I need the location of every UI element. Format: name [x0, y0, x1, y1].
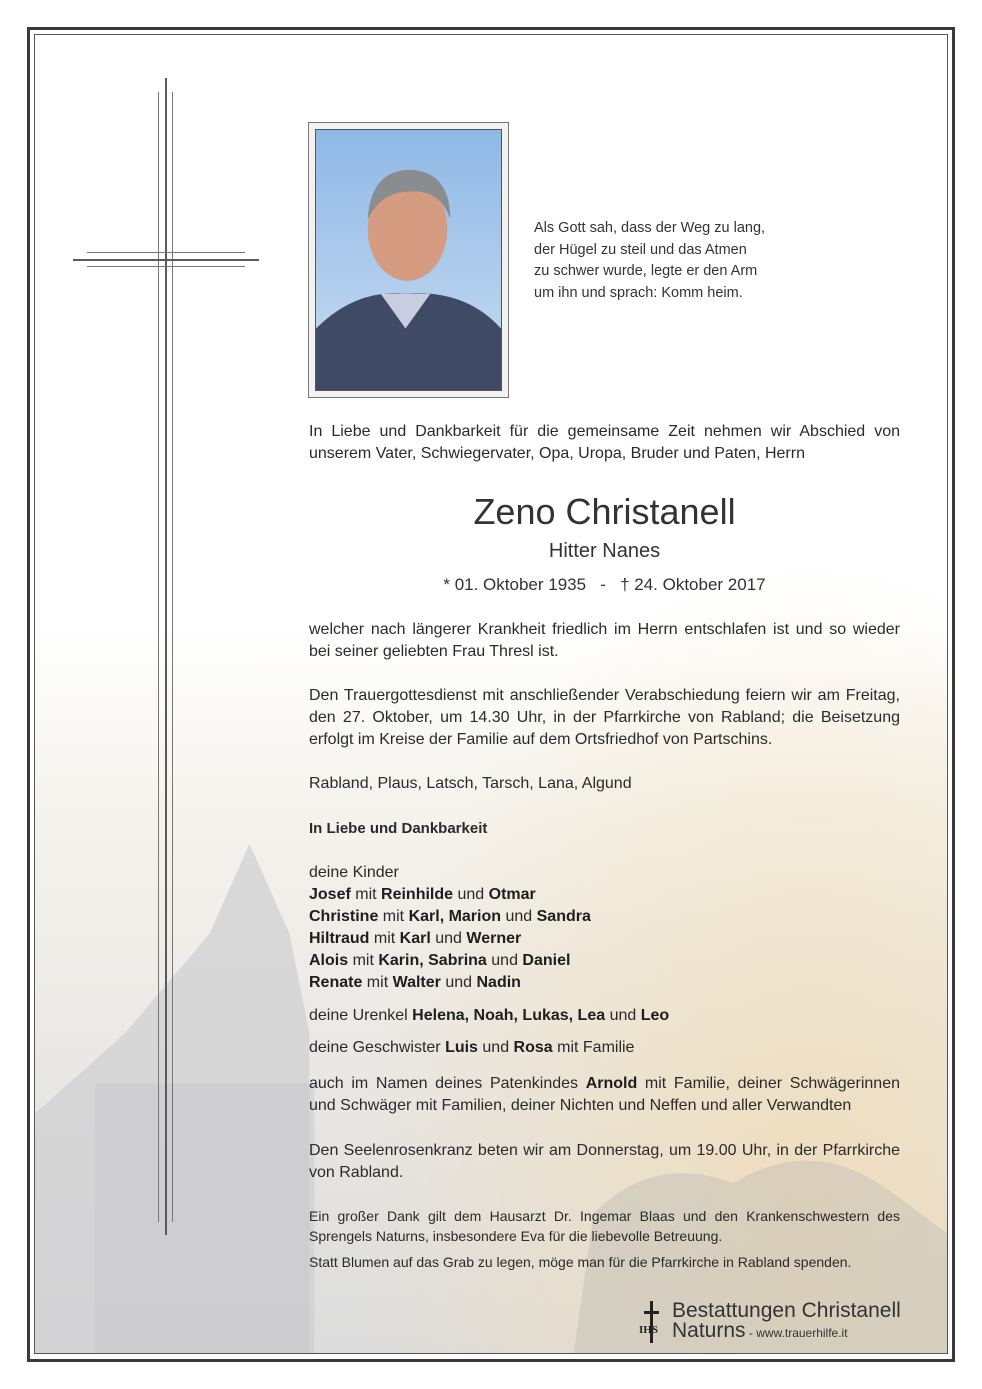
text-segment: Luis — [445, 1039, 478, 1056]
text-segment: Walter — [392, 974, 441, 991]
text-segment: Daniel — [522, 952, 571, 969]
text-segment: und — [430, 930, 467, 947]
poem-line: Als Gott sah, dass der Weg zu lang, — [534, 220, 766, 236]
funeral-home-name: Bestattungen Christanell — [672, 1299, 901, 1322]
portrait-photo — [315, 129, 502, 391]
funeral-home-website[interactable]: - www.trauerhilfe.it — [745, 1326, 848, 1340]
text-segment: mit — [348, 952, 379, 969]
text-segment: Werner — [466, 930, 522, 947]
rosary-text: Den Seelenrosenkranz beten wir am Donnerstag, um 19.00 Uhr, in der Pfarrkirche von Rabland. — [309, 1142, 900, 1181]
child-line — [309, 906, 900, 928]
funeral-home-town: Naturns — [672, 1319, 746, 1342]
text-segment: mit — [362, 974, 393, 991]
text-segment: Rosa — [513, 1039, 553, 1056]
portrait-frame — [308, 122, 509, 398]
text-segment: mit — [350, 886, 382, 903]
text-segment: Leo — [640, 1007, 670, 1024]
places-text: Rabland, Plaus, Latsch, Tarsch, Lana, Algund — [309, 775, 632, 792]
text-segment: Helena, Noah, Lukas, Lea — [412, 1007, 606, 1024]
text-segment: und — [477, 1039, 514, 1056]
text-segment: deine Geschwister — [309, 1039, 446, 1056]
text-segment: Alois — [309, 952, 349, 969]
text-segment: Sandra — [536, 908, 591, 925]
text-segment: Reinhilde — [381, 886, 454, 903]
closing-text: In Liebe und Dankbarkeit — [309, 820, 488, 837]
text-segment: Karl, Marion — [408, 908, 502, 925]
text-segment: Arnold — [585, 1075, 638, 1092]
mourners-children — [309, 862, 900, 994]
text-segment: mit — [369, 930, 400, 947]
text-segment: Karin, Sabrina — [378, 952, 487, 969]
text-segment: Nadin — [476, 974, 521, 991]
text-segment: und — [605, 1007, 641, 1024]
text-segment: mit Familie — [552, 1039, 635, 1056]
text-segment: und — [440, 974, 477, 991]
poem-line: zu schwer wurde, legte er den Arm — [534, 263, 758, 279]
text-segment: und — [486, 952, 523, 969]
child-line — [309, 950, 900, 972]
text-segment: deine Urenkel — [309, 1007, 413, 1024]
ihs-cross-icon — [638, 1301, 666, 1343]
siblings — [309, 1037, 900, 1059]
text-segment: auch im Namen deines Patenkindes — [309, 1075, 586, 1092]
text-segment: mit — [378, 908, 409, 925]
poem-line: um ihn und sprach: Komm heim. — [534, 284, 743, 301]
svg-text:IHS: IHS — [639, 1323, 658, 1336]
flowers-text: Statt Blumen auf das Grab zu legen, möge man für die Pfarrkirche in Rabland spenden. — [309, 1254, 852, 1270]
text-segment: Josef — [309, 886, 351, 903]
child-line — [309, 928, 900, 950]
poem-line: der Hügel zu steil und das Atmen — [534, 241, 747, 258]
thanks-text: Ein großer Dank gilt dem Hausarzt Dr. Ingemar Blaas und den Krankenschwestern des Sprengels Naturns, insbesondere Eva für die liebevolle Betreuung. — [309, 1208, 900, 1244]
intro-text: In Liebe und Dankbarkeit für die gemeinsame Zeit nehmen wir Abschied von unserem Vater, Schwiegervater, Opa, Uropa, Bruder und Paten, Herrn — [309, 423, 900, 462]
text-segment: Karl — [399, 930, 431, 947]
godchild-relatives — [309, 1073, 900, 1117]
text-segment: mit Familie, deiner Schwägerinnen und Schwäger mit Familien, deiner Nichten und Neffen und aller Verwandten — [309, 1075, 900, 1114]
deceased-name: Zeno Christanell — [473, 491, 736, 532]
nickname: Hitter Nanes — [548, 540, 661, 562]
text-segment: und — [453, 886, 489, 903]
children-label: deine Kinder — [309, 864, 399, 881]
funeral-text: Den Trauergottesdienst mit anschließender Verabschiedung feiern wir am Freitag, den 27. Oktober, um 14.30 Uhr, in der Pfarrkirche von Rabland; die Beisetzung erfolgt im Kreise der Familie auf dem Ortsfriedhof von Partschins. — [309, 687, 900, 748]
text-segment: Christine — [309, 908, 379, 925]
great-grandchildren — [309, 1005, 900, 1027]
text-segment: Renate — [309, 974, 363, 991]
text-segment: Hiltraud — [309, 930, 370, 947]
text-segment: Otmar — [488, 886, 536, 903]
funeral-home-logo — [638, 1300, 901, 1343]
life-dates: * 01. Oktober 1935 - † 24. Oktober 2017 — [443, 575, 766, 594]
child-line — [309, 972, 900, 994]
poem — [534, 218, 765, 304]
passing-text: welcher nach längerer Krankheit friedlich im Herrn entschlafen ist und so wieder bei seiner geliebten Frau Thresl ist. — [309, 621, 900, 660]
text-segment: und — [501, 908, 537, 925]
child-line — [309, 884, 900, 906]
